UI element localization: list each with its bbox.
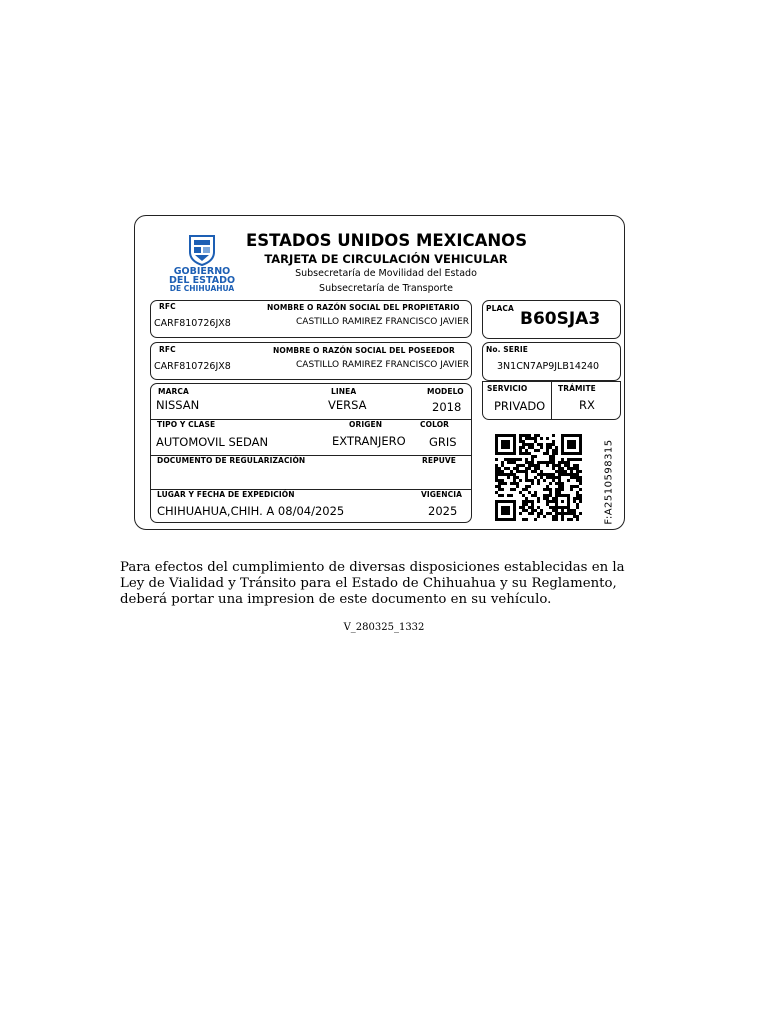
holder-rfc-value: CARF810726JX8	[154, 361, 231, 372]
tipo-label: TIPO Y CLASE	[157, 420, 216, 429]
qr-code-icon	[495, 434, 583, 522]
vigencia-label: VIGENCIA	[421, 490, 463, 499]
owner-name-value: CASTILLO RAMIREZ FRANCISCO JAVIER	[296, 317, 470, 327]
modelo-value: 2018	[432, 400, 462, 414]
tipo-value: AUTOMOVIL SEDAN	[156, 435, 269, 449]
linea-label: LINEA	[331, 387, 357, 396]
holder-rfc-label: RFC	[159, 345, 176, 354]
color-label: COLOR	[420, 420, 450, 429]
version-code: V_280325_1332	[343, 622, 425, 633]
origen-label: ORIGEN	[349, 420, 383, 429]
document-title: ESTADOS UNIDOS MEXICANOS	[246, 231, 528, 250]
owner-rfc-value: CARF810726JX8	[154, 318, 231, 329]
logo-line-2: DEL ESTADO	[168, 275, 236, 286]
plate-label: PLACA	[486, 304, 514, 313]
regularizacion-label: DOCUMENTO DE REGULARIZACIÓN	[157, 456, 306, 465]
linea-value: VERSA	[328, 398, 367, 412]
lugar-fecha-value: CHIHUAHUA,CHIH. A 08/04/2025	[157, 504, 345, 518]
vigencia-value: 2025	[428, 504, 458, 518]
holder-name-label: NOMBRE O RAZÓN SOCIAL DEL POSEEDOR	[273, 346, 455, 355]
chihuahua-coat-of-arms-icon	[187, 234, 217, 266]
origen-value: EXTRANJERO	[332, 434, 406, 448]
serial-value: 3N1CN7AP9JLB14240	[497, 361, 600, 372]
color-value: GRIS	[429, 435, 457, 449]
modelo-label: MODELO	[427, 387, 464, 396]
holder-name-value: CASTILLO RAMIREZ FRANCISCO JAVIER	[296, 360, 470, 370]
tramite-value: RX	[579, 398, 595, 412]
logo-line-1: GOBIERNO	[173, 266, 231, 277]
serial-label: No. SERIE	[486, 345, 529, 354]
owner-rfc-label: RFC	[159, 302, 176, 311]
marca-value: NISSAN	[156, 398, 200, 412]
repuve-label: REPUVE	[422, 456, 457, 465]
folio-number: F:A2510598315	[603, 439, 615, 525]
marca-label: MARCA	[158, 387, 189, 396]
legal-notice: Para efectos del cumplimiento de diversas disposiciones establecidas en la Ley de Vialidad y Tránsito para el Estado de Chihuahua y su Reglamento, deberá portar una impresion de este documento en su vehículo.	[120, 560, 625, 607]
owner-name-label: NOMBRE O RAZÓN SOCIAL DEL PROPIETARIO	[267, 303, 460, 312]
document-subtitle: TARJETA DE CIRCULACIÓN VEHICULAR	[264, 252, 508, 266]
logo-line-3: DE CHIHUAHUA	[169, 284, 235, 293]
agency-line-1: Subsecretaría de Movilidad del Estado	[295, 268, 477, 279]
lugar-fecha-label: LUGAR Y FECHA DE EXPEDICIÓN	[157, 490, 295, 499]
plate-number: B60SJA3	[520, 309, 601, 329]
agency-line-2: Subsecretaría de Transporte	[319, 283, 453, 294]
service-divider	[551, 381, 552, 420]
servicio-label: SERVICIO	[487, 384, 528, 393]
tramite-label: TRÁMITE	[558, 384, 596, 393]
servicio-value: PRIVADO	[494, 399, 546, 413]
